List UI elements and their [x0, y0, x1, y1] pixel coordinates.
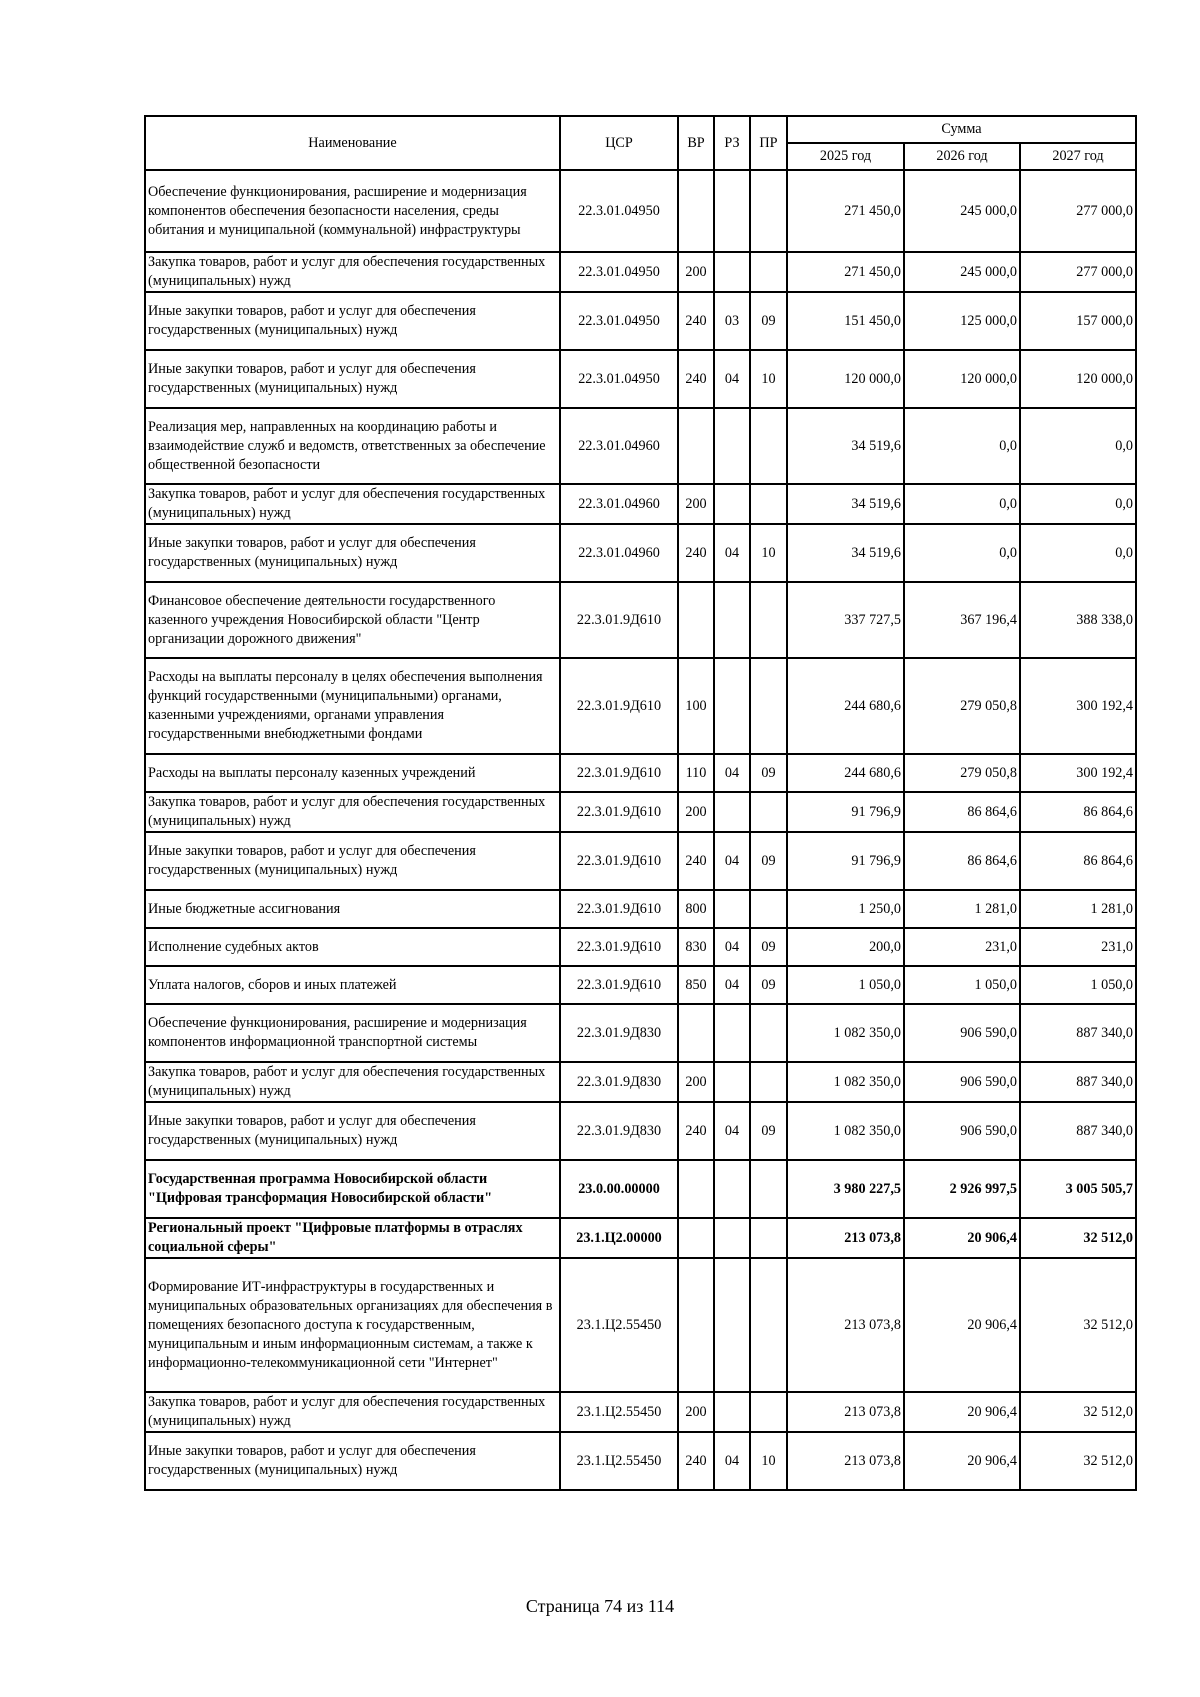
- header-year-2027: 2027 год: [1020, 143, 1136, 170]
- row-csr: 23.1.Ц2.55450: [560, 1258, 678, 1392]
- row-csr: 22.3.01.9Д610: [560, 658, 678, 754]
- row-vr: 200: [678, 1392, 714, 1432]
- row-vr: 200: [678, 792, 714, 832]
- row-name: Иные закупки товаров, работ и услуг для обеспечения государственных (муниципальных) нужд: [145, 1102, 560, 1160]
- row-sum-2026: 1 050,0: [904, 966, 1020, 1004]
- row-vr: [678, 1004, 714, 1062]
- table-row: [145, 928, 1136, 966]
- row-sum-2026: 86 864,6: [904, 792, 1020, 832]
- row-name: Иные закупки товаров, работ и услуг для обеспечения государственных (муниципальных) нужд: [145, 524, 560, 582]
- row-vr: 240: [678, 524, 714, 582]
- row-rz: [714, 1218, 750, 1258]
- row-rz: 04: [714, 754, 750, 792]
- row-name: Закупка товаров, работ и услуг для обеспечения государственных (муниципальных) нужд: [145, 792, 560, 832]
- row-pr: [750, 1258, 787, 1392]
- row-vr: 200: [678, 252, 714, 292]
- row-sum-2027: 887 340,0: [1020, 1102, 1136, 1160]
- header-year-2025: 2025 год: [787, 143, 904, 170]
- row-csr: 22.3.01.9Д610: [560, 754, 678, 792]
- table-row: [145, 252, 1136, 292]
- row-name: Расходы на выплаты персоналу казенных учреждений: [145, 754, 560, 792]
- table-row: [145, 1218, 1136, 1258]
- row-rz: [714, 170, 750, 252]
- row-sum-2026: 279 050,8: [904, 658, 1020, 754]
- header-name: Наименование: [145, 116, 560, 170]
- row-pr: [750, 484, 787, 524]
- table-row: [145, 292, 1136, 350]
- row-rz: [714, 1004, 750, 1062]
- row-pr: [750, 1160, 787, 1218]
- row-vr: 200: [678, 484, 714, 524]
- row-sum-2026: 86 864,6: [904, 832, 1020, 890]
- budget-table: [144, 115, 1137, 1491]
- row-sum-2027: 300 192,4: [1020, 658, 1136, 754]
- row-sum-2025: 120 000,0: [787, 350, 904, 408]
- row-sum-2025: 213 073,8: [787, 1392, 904, 1432]
- row-rz: [714, 408, 750, 484]
- row-vr: [678, 170, 714, 252]
- row-pr: [750, 408, 787, 484]
- table-row: [145, 582, 1136, 658]
- row-sum-2025: 337 727,5: [787, 582, 904, 658]
- row-vr: [678, 582, 714, 658]
- row-pr: [750, 792, 787, 832]
- row-vr: 240: [678, 1432, 714, 1490]
- row-sum-2027: 86 864,6: [1020, 832, 1136, 890]
- row-csr: 22.3.01.9Д610: [560, 890, 678, 928]
- row-sum-2026: 906 590,0: [904, 1102, 1020, 1160]
- row-sum-2027: 32 512,0: [1020, 1392, 1136, 1432]
- table-row: [145, 170, 1136, 252]
- row-sum-2027: 0,0: [1020, 484, 1136, 524]
- row-sum-2027: 300 192,4: [1020, 754, 1136, 792]
- row-sum-2026: 0,0: [904, 408, 1020, 484]
- row-csr: 22.3.01.04960: [560, 408, 678, 484]
- row-sum-2027: 0,0: [1020, 408, 1136, 484]
- row-csr: 23.1.Ц2.55450: [560, 1392, 678, 1432]
- row-name: Расходы на выплаты персоналу в целях обеспечения выполнения функций государственными (муниципальными) органами, казенными учреждениями, органами управления государственными внебюджетными фондами: [145, 658, 560, 754]
- row-pr: 09: [750, 832, 787, 890]
- row-vr: 200: [678, 1062, 714, 1102]
- row-rz: [714, 890, 750, 928]
- row-name: Финансовое обеспечение деятельности государственного казенного учреждения Новосибирской области "Центр организации дорожного движения": [145, 582, 560, 658]
- row-sum-2026: 20 906,4: [904, 1392, 1020, 1432]
- table-row: [145, 1160, 1136, 1218]
- row-sum-2027: 3 005 505,7: [1020, 1160, 1136, 1218]
- row-sum-2025: 271 450,0: [787, 252, 904, 292]
- row-sum-2025: 244 680,6: [787, 658, 904, 754]
- row-vr: [678, 408, 714, 484]
- row-pr: [750, 170, 787, 252]
- row-sum-2027: 1 281,0: [1020, 890, 1136, 928]
- row-pr: [750, 1218, 787, 1258]
- row-sum-2026: 279 050,8: [904, 754, 1020, 792]
- row-csr: 23.0.00.00000: [560, 1160, 678, 1218]
- row-sum-2026: 125 000,0: [904, 292, 1020, 350]
- row-vr: 240: [678, 350, 714, 408]
- row-csr: 22.3.01.9Д610: [560, 966, 678, 1004]
- table-row: [145, 658, 1136, 754]
- header-year-2026: 2026 год: [904, 143, 1020, 170]
- table-row: [145, 484, 1136, 524]
- row-csr: 23.1.Ц2.55450: [560, 1432, 678, 1490]
- row-sum-2025: 244 680,6: [787, 754, 904, 792]
- row-csr: 22.3.01.04960: [560, 524, 678, 582]
- row-csr: 22.3.01.9Д830: [560, 1004, 678, 1062]
- row-name: Региональный проект "Цифровые платформы в отраслях социальной сферы": [145, 1218, 560, 1258]
- row-rz: 03: [714, 292, 750, 350]
- row-vr: 800: [678, 890, 714, 928]
- row-rz: [714, 1062, 750, 1102]
- row-sum-2027: 32 512,0: [1020, 1258, 1136, 1392]
- table-body: [145, 170, 1136, 1490]
- page-number: Страница 74 из 114: [525, 1596, 675, 1616]
- row-pr: 09: [750, 1102, 787, 1160]
- row-sum-2027: 388 338,0: [1020, 582, 1136, 658]
- row-sum-2026: 1 281,0: [904, 890, 1020, 928]
- row-vr: 240: [678, 832, 714, 890]
- row-pr: 10: [750, 350, 787, 408]
- row-pr: [750, 252, 787, 292]
- row-sum-2025: 1 082 350,0: [787, 1102, 904, 1160]
- row-rz: 04: [714, 832, 750, 890]
- row-rz: [714, 252, 750, 292]
- table-row: [145, 1102, 1136, 1160]
- row-rz: 04: [714, 524, 750, 582]
- row-pr: 09: [750, 928, 787, 966]
- row-sum-2026: 120 000,0: [904, 350, 1020, 408]
- row-csr: 22.3.01.9Д610: [560, 582, 678, 658]
- row-rz: [714, 658, 750, 754]
- row-sum-2027: 86 864,6: [1020, 792, 1136, 832]
- row-name: Иные закупки товаров, работ и услуг для обеспечения государственных (муниципальных) нужд: [145, 1432, 560, 1490]
- table-header-row: [145, 116, 1136, 143]
- row-sum-2027: 231,0: [1020, 928, 1136, 966]
- row-sum-2027: 157 000,0: [1020, 292, 1136, 350]
- row-csr: 22.3.01.9Д830: [560, 1102, 678, 1160]
- row-sum-2027: 277 000,0: [1020, 170, 1136, 252]
- table-row: [145, 832, 1136, 890]
- row-name: Иные бюджетные ассигнования: [145, 890, 560, 928]
- row-name: Закупка товаров, работ и услуг для обеспечения государственных (муниципальных) нужд: [145, 252, 560, 292]
- row-vr: 100: [678, 658, 714, 754]
- row-sum-2025: 213 073,8: [787, 1432, 904, 1490]
- row-vr: 240: [678, 1102, 714, 1160]
- row-sum-2025: 213 073,8: [787, 1258, 904, 1392]
- row-rz: [714, 1258, 750, 1392]
- row-sum-2027: 32 512,0: [1020, 1432, 1136, 1490]
- header-rz: РЗ: [714, 116, 750, 170]
- row-sum-2026: 20 906,4: [904, 1432, 1020, 1490]
- row-name: Государственная программа Новосибирской области "Цифровая трансформация Новосибирской области": [145, 1160, 560, 1218]
- row-sum-2026: 906 590,0: [904, 1004, 1020, 1062]
- row-name: Уплата налогов, сборов и иных платежей: [145, 966, 560, 1004]
- row-sum-2027: 277 000,0: [1020, 252, 1136, 292]
- row-rz: [714, 582, 750, 658]
- row-sum-2025: 200,0: [787, 928, 904, 966]
- row-csr: 22.3.01.04950: [560, 170, 678, 252]
- header-pr: ПР: [750, 116, 787, 170]
- row-rz: 04: [714, 350, 750, 408]
- row-csr: 22.3.01.04950: [560, 350, 678, 408]
- row-vr: 240: [678, 292, 714, 350]
- row-pr: 10: [750, 524, 787, 582]
- header-sum: Сумма: [787, 116, 1136, 143]
- row-sum-2026: 367 196,4: [904, 582, 1020, 658]
- row-sum-2025: 1 082 350,0: [787, 1004, 904, 1062]
- row-sum-2026: 245 000,0: [904, 252, 1020, 292]
- row-sum-2025: 91 796,9: [787, 832, 904, 890]
- row-sum-2025: 151 450,0: [787, 292, 904, 350]
- row-pr: [750, 1062, 787, 1102]
- row-sum-2027: 120 000,0: [1020, 350, 1136, 408]
- header-vr: ВР: [678, 116, 714, 170]
- row-name: Исполнение судебных актов: [145, 928, 560, 966]
- row-name: Иные закупки товаров, работ и услуг для обеспечения государственных (муниципальных) нужд: [145, 292, 560, 350]
- row-sum-2026: 0,0: [904, 524, 1020, 582]
- row-rz: 04: [714, 1432, 750, 1490]
- row-vr: 110: [678, 754, 714, 792]
- row-name: Реализация мер, направленных на координацию работы и взаимодействие служб и ведомств, ответственных за обеспечение общественной безопасности: [145, 408, 560, 484]
- table-row: [145, 1062, 1136, 1102]
- row-sum-2025: 213 073,8: [787, 1218, 904, 1258]
- row-vr: 850: [678, 966, 714, 1004]
- row-pr: [750, 658, 787, 754]
- row-vr: 830: [678, 928, 714, 966]
- row-sum-2025: 34 519,6: [787, 484, 904, 524]
- table-row: [145, 524, 1136, 582]
- table-row: [145, 408, 1136, 484]
- row-sum-2025: 34 519,6: [787, 408, 904, 484]
- row-sum-2025: 1 082 350,0: [787, 1062, 904, 1102]
- table-row: [145, 754, 1136, 792]
- header-csr: ЦСР: [560, 116, 678, 170]
- row-sum-2027: 0,0: [1020, 524, 1136, 582]
- row-name: Закупка товаров, работ и услуг для обеспечения государственных (муниципальных) нужд: [145, 1062, 560, 1102]
- row-csr: 22.3.01.9Д830: [560, 1062, 678, 1102]
- table-row: [145, 350, 1136, 408]
- row-vr: [678, 1218, 714, 1258]
- row-csr: 22.3.01.9Д610: [560, 832, 678, 890]
- row-sum-2025: 91 796,9: [787, 792, 904, 832]
- row-sum-2026: 20 906,4: [904, 1258, 1020, 1392]
- row-vr: [678, 1160, 714, 1218]
- table-row: [145, 890, 1136, 928]
- row-name: Формирование ИТ-инфраструктуры в государственных и муниципальных образовательных организациях для обеспечения в помещениях безопасного доступа к государственным, муниципальным и иным информационным системам, а также к информационно-телекоммуникационной сети "Интернет": [145, 1258, 560, 1392]
- table-row: [145, 966, 1136, 1004]
- row-sum-2025: 271 450,0: [787, 170, 904, 252]
- row-csr: 22.3.01.04950: [560, 252, 678, 292]
- row-pr: 09: [750, 966, 787, 1004]
- table-row: [145, 1258, 1136, 1392]
- row-rz: 04: [714, 1102, 750, 1160]
- row-pr: [750, 1004, 787, 1062]
- row-sum-2027: 32 512,0: [1020, 1218, 1136, 1258]
- row-name: Закупка товаров, работ и услуг для обеспечения государственных (муниципальных) нужд: [145, 484, 560, 524]
- table-row: [145, 792, 1136, 832]
- row-csr: 22.3.01.9Д610: [560, 928, 678, 966]
- row-sum-2027: 887 340,0: [1020, 1004, 1136, 1062]
- row-sum-2025: 1 050,0: [787, 966, 904, 1004]
- row-pr: [750, 890, 787, 928]
- row-vr: [678, 1258, 714, 1392]
- row-csr: 22.3.01.9Д610: [560, 792, 678, 832]
- row-sum-2025: 34 519,6: [787, 524, 904, 582]
- row-rz: [714, 1160, 750, 1218]
- row-sum-2026: 231,0: [904, 928, 1020, 966]
- row-sum-2026: 20 906,4: [904, 1218, 1020, 1258]
- row-rz: 04: [714, 928, 750, 966]
- row-csr: 22.3.01.04950: [560, 292, 678, 350]
- row-name: Обеспечение функционирования, расширение и модернизация компонентов обеспечения безопасности населения, среды обитания и муниципальной (коммунальной) инфраструктуры: [145, 170, 560, 252]
- row-sum-2026: 0,0: [904, 484, 1020, 524]
- row-name: Обеспечение функционирования, расширение и модернизация компонентов информационной транспортной системы: [145, 1004, 560, 1062]
- row-rz: [714, 792, 750, 832]
- row-pr: [750, 582, 787, 658]
- row-pr: 09: [750, 754, 787, 792]
- row-rz: 04: [714, 966, 750, 1004]
- row-sum-2026: 245 000,0: [904, 170, 1020, 252]
- row-pr: 09: [750, 292, 787, 350]
- row-sum-2026: 906 590,0: [904, 1062, 1020, 1102]
- row-pr: [750, 1392, 787, 1432]
- row-name: Иные закупки товаров, работ и услуг для обеспечения государственных (муниципальных) нужд: [145, 350, 560, 408]
- table-row: [145, 1432, 1136, 1490]
- row-name: Закупка товаров, работ и услуг для обеспечения государственных (муниципальных) нужд: [145, 1392, 560, 1432]
- row-rz: [714, 1392, 750, 1432]
- row-csr: 23.1.Ц2.00000: [560, 1218, 678, 1258]
- table-row: [145, 1004, 1136, 1062]
- row-pr: 10: [750, 1432, 787, 1490]
- table-row: [145, 1392, 1136, 1432]
- row-sum-2025: 1 250,0: [787, 890, 904, 928]
- row-sum-2026: 2 926 997,5: [904, 1160, 1020, 1218]
- row-name: Иные закупки товаров, работ и услуг для обеспечения государственных (муниципальных) нужд: [145, 832, 560, 890]
- row-sum-2025: 3 980 227,5: [787, 1160, 904, 1218]
- row-sum-2027: 887 340,0: [1020, 1062, 1136, 1102]
- row-sum-2027: 1 050,0: [1020, 966, 1136, 1004]
- row-rz: [714, 484, 750, 524]
- row-csr: 22.3.01.04960: [560, 484, 678, 524]
